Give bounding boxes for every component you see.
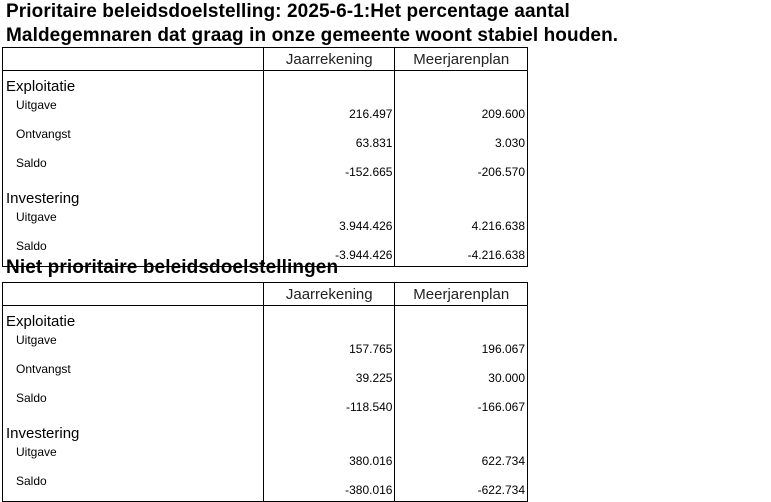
row-label: Ontvangst <box>3 360 264 389</box>
table-row <box>3 472 528 502</box>
header-jaarrekening: Jaarrekening <box>263 48 395 71</box>
prioritaire-title-line2: Maldegemnaren dat graag in onze gemeente woont stabiel houden. <box>6 25 619 46</box>
header-empty-cell <box>3 48 264 71</box>
jaarrekening-value: 216.497 <box>263 96 395 125</box>
row-label: Uitgave <box>3 208 264 237</box>
header-meerjarenplan: Meerjarenplan <box>395 283 528 306</box>
table-row <box>3 360 528 389</box>
meerjarenplan-value: 30.000 <box>395 360 528 389</box>
row-label: Saldo <box>3 389 264 418</box>
niet-prioritaire-title: Niet prioritaire beleidsdoelstellingen <box>6 257 339 278</box>
row-label: Uitgave <box>3 331 264 360</box>
row-label: Uitgave <box>3 443 264 472</box>
row-label: Ontvangst <box>3 125 264 154</box>
row-label: Saldo <box>3 472 264 502</box>
prioritaire-table <box>2 47 528 267</box>
meerjarenplan-value: -4.216.638 <box>395 237 528 267</box>
section-row-investering <box>3 183 528 208</box>
jaarrekening-value: 380.016 <box>263 443 395 472</box>
row-label: Saldo <box>3 237 264 267</box>
meerjarenplan-value: -166.067 <box>395 389 528 418</box>
meerjarenplan-value: 3.030 <box>395 125 528 154</box>
table-header-row <box>3 48 528 71</box>
jaarrekening-value: -380.016 <box>263 472 395 502</box>
section-label: Investering <box>3 183 264 208</box>
header-jaarrekening: Jaarrekening <box>263 283 395 306</box>
meerjarenplan-value: 622.734 <box>395 443 528 472</box>
section-label: Exploitatie <box>3 306 264 332</box>
jaarrekening-value: -118.540 <box>263 389 395 418</box>
table-row <box>3 389 528 418</box>
section-row-exploitatie <box>3 71 528 97</box>
jaarrekening-value: 63.831 <box>263 125 395 154</box>
table-row <box>3 331 528 360</box>
table-row <box>3 96 528 125</box>
jaarrekening-value: 39.225 <box>263 360 395 389</box>
table-row <box>3 208 528 237</box>
meerjarenplan-value: -206.570 <box>395 154 528 183</box>
jaarrekening-value: 3.944.426 <box>263 208 395 237</box>
jaarrekening-value: -3.944.426 <box>263 237 395 267</box>
section-label: Exploitatie <box>3 71 264 97</box>
prioritaire-title-line1: Prioritaire beleidsdoelstelling: 2025-6-1:Het percentage aantal <box>6 1 570 22</box>
section-row-exploitatie <box>3 306 528 332</box>
row-label: Saldo <box>3 154 264 183</box>
section-row-investering <box>3 418 528 443</box>
niet-prioritaire-table <box>2 282 528 502</box>
row-label: Uitgave <box>3 96 264 125</box>
meerjarenplan-value: 209.600 <box>395 96 528 125</box>
section-label: Investering <box>3 418 264 443</box>
jaarrekening-value: 157.765 <box>263 331 395 360</box>
header-empty-cell <box>3 283 264 306</box>
meerjarenplan-value: 4.216.638 <box>395 208 528 237</box>
jaarrekening-value: -152.665 <box>263 154 395 183</box>
meerjarenplan-value: -622.734 <box>395 472 528 502</box>
meerjarenplan-value: 196.067 <box>395 331 528 360</box>
table-row <box>3 443 528 472</box>
table-row <box>3 125 528 154</box>
header-meerjarenplan: Meerjarenplan <box>395 48 528 71</box>
table-header-row <box>3 283 528 306</box>
table-row <box>3 154 528 183</box>
